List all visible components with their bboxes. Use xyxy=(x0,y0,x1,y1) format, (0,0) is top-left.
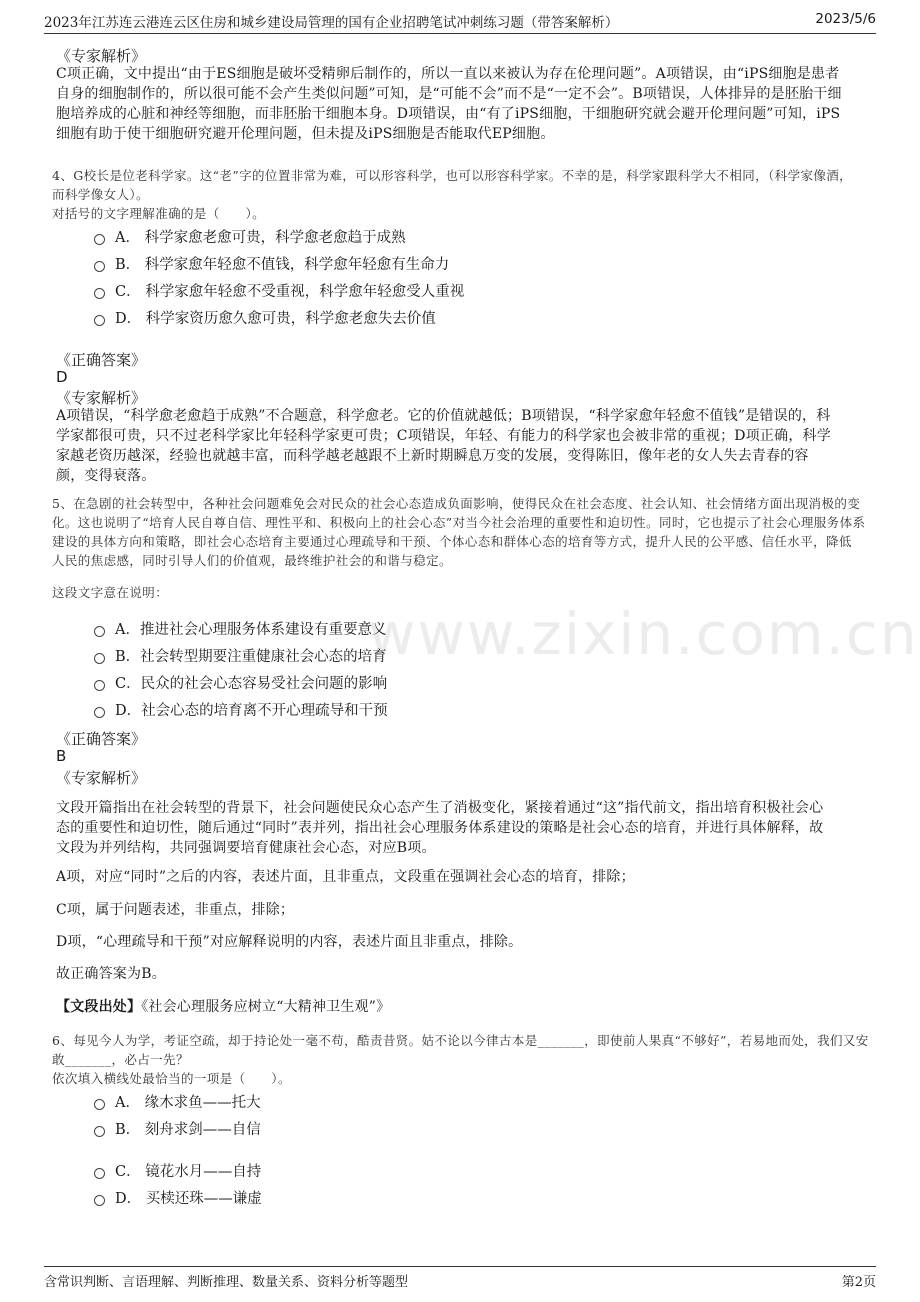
expert-analysis-label: 《专家解析》 xyxy=(56,389,147,407)
q5-stem-line: 5、在急剧的社会转型中，各种社会问题难免会对民众的社会心态造成负面影响，使得民众在社会态度、社会认知、社会情绪方面出现消极的变 xyxy=(52,496,861,511)
expert-analysis-label: 《专家解析》 xyxy=(56,769,147,787)
radio-icon[interactable] xyxy=(94,626,105,637)
option-label: B． 科学家愈年轻愈不值钱，科学愈年轻愈有生命力 xyxy=(115,256,450,273)
radio-icon[interactable] xyxy=(94,707,105,718)
radio-icon[interactable] xyxy=(94,1099,105,1110)
correct-answer-label: 《正确答案》 xyxy=(56,351,147,369)
radio-icon[interactable] xyxy=(94,680,105,691)
q4-stem-line: 4、G校长是位老科学家。这“老”字的位置非常为难，可以形容科学，也可以形容科学家。不幸的是，科学家跟科学大不相同，（科学家像酒， xyxy=(52,168,853,183)
q5-option-b[interactable] xyxy=(94,644,387,666)
q3-analysis-line: 细胞有助于使干细胞研究避开伦理问题，但未提及iPS细胞是否能取代EP细胞。 xyxy=(56,126,555,142)
q6-option-d[interactable] xyxy=(94,1186,262,1208)
radio-icon[interactable] xyxy=(94,1195,105,1206)
q5-analysis-d: D项，“心理疏导和干预”对应解释说明的内容，表述片面且非重点，排除。 xyxy=(56,934,523,950)
q4-option-d[interactable] xyxy=(94,306,436,328)
source-text: 《社会心理服务应树立“大精神卫生观”》 xyxy=(141,999,391,1015)
q4-analysis-line: 家越老资历越深，经验也就越丰富，而科学越老越跟不上新时期瞬息万变的发展，变得陈旧，像年老的女人失去青春的容 xyxy=(56,448,809,464)
q4-option-c[interactable] xyxy=(94,279,464,301)
q4-analysis-line: 学家都很可贵，只不过老科学家比年轻科学家更可贵；C项错误，年轻、有能力的科学家也会被非常的重视；D项正确，科学 xyxy=(56,428,831,444)
q4-analysis-line: 颜，变得衰落。 xyxy=(56,468,156,484)
option-label: A．推进社会心理服务体系建设有重要意义 xyxy=(115,621,387,638)
option-label: D．社会心态的培育离不开心理疏导和干预 xyxy=(115,702,388,719)
q4-answer: D xyxy=(56,368,68,386)
radio-icon[interactable] xyxy=(94,261,105,272)
q5-analysis-line: 文段为并列结构，共同强调要培育健康社会心态，对应B项。 xyxy=(56,840,436,856)
q5-analysis-a: A项，对应“同时”之后的内容，表述片面，且非重点，文段重在强调社会心态的培育，排除； xyxy=(56,869,635,885)
q4-option-a[interactable] xyxy=(94,225,406,247)
option-label: A． 科学家愈老愈可贵，科学愈老愈趋于成熟 xyxy=(115,229,406,246)
q5-question: 这段文字意在说明： xyxy=(52,585,169,600)
q3-analysis xyxy=(56,64,856,144)
q6-stem-line: 敢_______，必占一先？ xyxy=(52,1052,189,1067)
q3-analysis-line: C项正确，文中提出“由于ES细胞是破坏受精卵后制作的，所以一直以来被认为存在伦理问题”。A项错误，由“iPS细胞是患者 xyxy=(56,66,840,82)
q5-stem xyxy=(52,494,872,570)
q5-option-a[interactable] xyxy=(94,617,386,639)
q4-analysis xyxy=(56,406,856,486)
q5-stem-line: 人民的焦虑感，同时引导人们的价值观，最终维护社会的和谐与稳定。 xyxy=(52,553,452,568)
option-label: C． 镜花水月——自持 xyxy=(115,1163,262,1180)
correct-answer-label: 《正确答案》 xyxy=(56,730,147,748)
q5-stem-line: 建设的具体方向和策略，即社会心态培育主要通过心理疏导和干预、个体心态和群体心态的培育等方式，提升人民的公平感、信任水平，降低 xyxy=(52,534,852,549)
q5-conclusion: 故正确答案为B。 xyxy=(56,966,166,982)
source-label: 【文段出处】 xyxy=(56,999,142,1015)
watermark: www.zixin.com.cn xyxy=(368,600,919,668)
q5-analysis-line: 态的重要性和迫切性，随后通过“同时”表并列，指出社会心理服务体系建设的策略是社会心态的培育，并进行具体解释，故 xyxy=(56,820,824,836)
q4-stem-line: 对括号的文字理解准确的是（ ）。 xyxy=(52,206,266,221)
q6-option-b[interactable] xyxy=(94,1117,261,1139)
q5-analysis-line: 文段开篇指出在社会转型的背景下，社会问题使民众心态产生了消极变化，紧接着通过“这”指代前文，指出培育积极社会心 xyxy=(56,800,824,816)
q5-option-d[interactable] xyxy=(94,698,388,720)
q6-option-c[interactable] xyxy=(94,1159,261,1181)
page-header xyxy=(44,11,876,34)
page-footer xyxy=(44,1266,876,1289)
q5-stem-line: 化。这也说明了“培育人民自尊自信、理性平和、积极向上的社会心态”对当今社会治理的重要性和迫切性。同时，它也提示了社会心理服务体系 xyxy=(52,515,866,530)
radio-icon[interactable] xyxy=(94,234,105,245)
option-label: B．社会转型期要注重健康社会心态的培育 xyxy=(115,648,387,665)
page-number: 第2页 xyxy=(841,1275,876,1290)
q6-stem-line: 6、每见今人为学，考证空疏，却于持论处一毫不苟，酷责昔贤。姑不论以今律古本是_______，即使前人果真“不够好”，若易地而处，我们又安 xyxy=(52,1033,869,1048)
q4-option-b[interactable] xyxy=(94,252,449,274)
option-label: D． 科学家资历愈久愈可贵，科学愈老愈失去价值 xyxy=(115,310,436,327)
q6-option-a[interactable] xyxy=(94,1090,261,1112)
header-date: 2023/5/6 xyxy=(815,11,876,27)
q6-stem xyxy=(52,1031,872,1088)
radio-icon[interactable] xyxy=(94,288,105,299)
option-label: C． 科学家愈年轻愈不受重视，科学愈年轻愈受人重视 xyxy=(115,283,465,300)
radio-icon[interactable] xyxy=(94,1126,105,1137)
option-label: B． 刻舟求剑——自信 xyxy=(115,1121,261,1138)
option-label: C．民众的社会心态容易受社会问题的影响 xyxy=(115,675,388,692)
q5-analysis-intro xyxy=(56,798,856,858)
q3-analysis-line: 自身的细胞制作的，所以很可能不会产生类似问题”可知，是“可能不会”而不是“一定不会”。B项错误，人体排异的是胚胎干细 xyxy=(56,86,842,102)
header-title: 2023年江苏连云港连云区住房和城乡建设局管理的国有企业招聘笔试冲刺练习题（带答案解析） xyxy=(44,15,619,31)
q4-stem xyxy=(52,166,872,223)
radio-icon[interactable] xyxy=(94,653,105,664)
q4-stem-line: 而科学像女人）。 xyxy=(52,187,149,202)
q5-option-c[interactable] xyxy=(94,671,387,693)
option-label: A． 缘木求鱼——托大 xyxy=(115,1094,261,1111)
q5-analysis-c: C项，属于问题表述，非重点，排除； xyxy=(56,902,295,918)
q3-analysis-line: 胞培养成的心脏和神经等细胞，而非胚胎干细胞本身。D项错误，由“有了iPS细胞，干细胞研究就会避开伦理问题”可知，iPS xyxy=(56,106,841,122)
radio-icon[interactable] xyxy=(94,315,105,326)
option-label: D． 买椟还珠——谦虚 xyxy=(115,1190,262,1207)
q5-source xyxy=(56,997,856,1017)
expert-analysis-label: 《专家解析》 xyxy=(56,47,147,65)
q4-analysis-line: A项错误，“科学愈老愈趋于成熟”不合题意，科学愈老。它的价值就越低；B项错误，“科学家愈年轻愈不值钱”是错误的，科 xyxy=(56,408,831,424)
q6-stem-line: 依次填入横线处最恰当的一项是（ ）。 xyxy=(52,1071,291,1086)
radio-icon[interactable] xyxy=(94,1168,105,1179)
footer-text: 含常识判断、言语理解、判断推理、数量关系、资料分析等题型 xyxy=(44,1275,409,1290)
q5-answer: B xyxy=(56,747,67,765)
